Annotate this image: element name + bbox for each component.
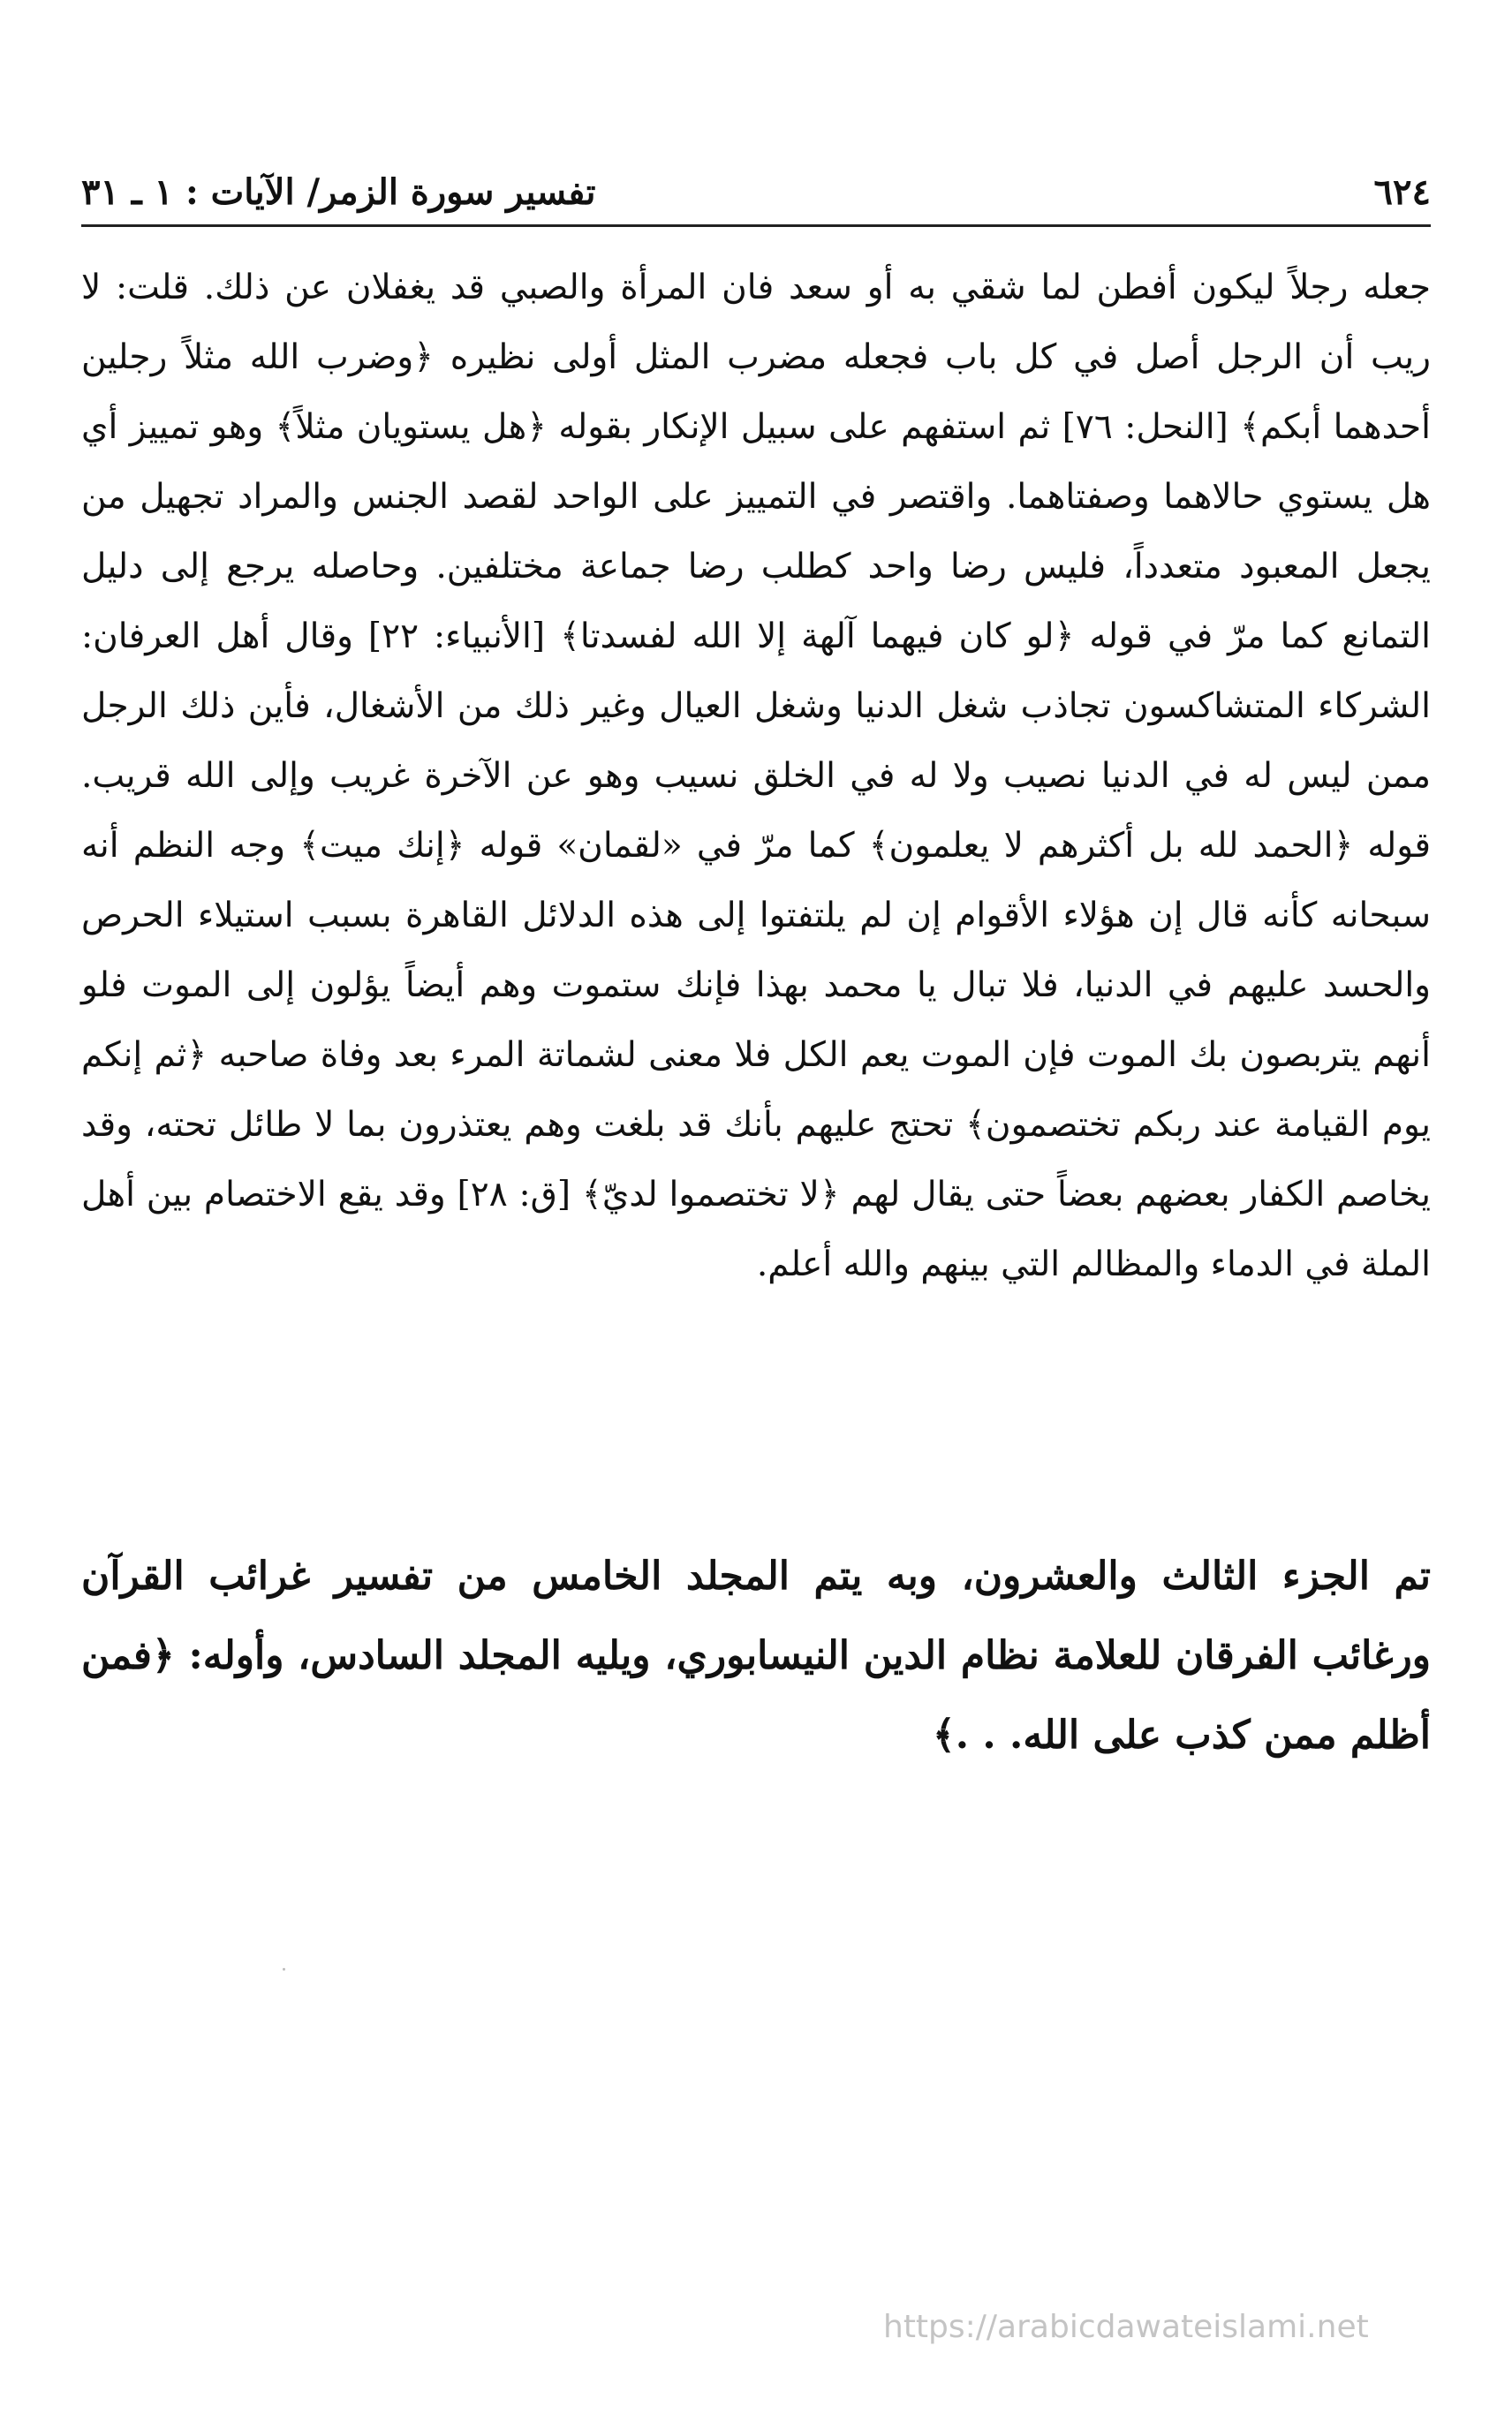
running-header [81,148,1431,219]
colophon [81,1537,1431,1775]
colophon-paragraph: تم الجزء الثالث والعشرون، وبه يتم المجلد الخامس من تفسير غرائب القرآن ورغائب الفرقان للعلامة نظام الدين النيسابوري، ويليه المجلد السادس، وأوله: ﴿فمن أظلم ممن كذب على الله. . .﴾ [81,1554,1431,1758]
body-text [81,253,1431,1299]
running-title: تفسير سورة الزمر/ الآيات : ١ ـ ٣١ [81,171,596,213]
site-watermark: https://arabicdawateislami.net [883,2309,1369,2345]
header-divider [81,224,1431,227]
scan-speck [283,1968,285,1971]
page-number: ٦٢٤ [1373,171,1431,213]
body-paragraph: جعله رجلاً ليكون أفطن لما شقي به أو سعد فان المرأة والصبي قد يغفلان عن ذلك. قلت: لا ريب أن الرجل أصل في كل باب فجعله مضرب المثل أولى نظيره ﴿وضرب الله مثلاً رجلين أحدهما أبكم﴾ [النحل: ٧٦] ثم استفهم على سبيل الإنكار بقوله ﴿هل يستويان مثلاً﴾ وهو تمييز أي هل يستوي حالاهما وصفتاهما. واقتصر في التمييز على الواحد لقصد الجنس والمراد تجهيل من يجعل المعبود متعدداً، فليس رضا واحد كطلب رضا جماعة مختلفين. وحاصله يرجع إلى دليل التمانع كما مرّ في قوله ﴿لو كان فيهما آلهة إلا الله لفسدتا﴾ [الأنبياء: ٢٢] وقال أهل العرفان: الشركاء المتشاكسون تجاذب شغل الدنيا وشغل العيال وغير ذلك من الأشغال، فأين ذلك الرجل ممن ليس له في الدنيا نصيب ولا له في الخلق نسيب وهو عن الآخرة غريب وإلى الله قريب. قوله ﴿الحمد لله بل أكثرهم لا يعلمون﴾ كما مرّ في «لقمان» قوله ﴿إنك ميت﴾ وجه النظم أنه سبحانه كأنه قال إن هؤلاء الأقوام إن لم يلتفتوا إلى هذه الدلائل القاهرة بسبب استيلاء الحرص والحسد عليهم في الدنيا، فلا تبال يا محمد بهذا فإنك ستموت وهم أيضاً يؤلون إلى الموت فلو أنهم يتربصون بك الموت فإن الموت يعم الكل فلا معنى لشماتة المرء بعد وفاة صاحبه ﴿ثم إنكم يوم القيامة عند ربكم تختصمون﴾ تحتج عليهم بأنك قد بلغت وهم يعتذرون بما لا طائل تحته، وقد يخاصم الكفار بعضهم بعضاً حتى يقال لهم ﴿لا تختصموا لديّ﴾ [ق: ٢٨] وقد يقع الاختصام بين أهل الملة في الدماء والمظالم التي بينهم والله أعلم. [81,268,1431,1284]
